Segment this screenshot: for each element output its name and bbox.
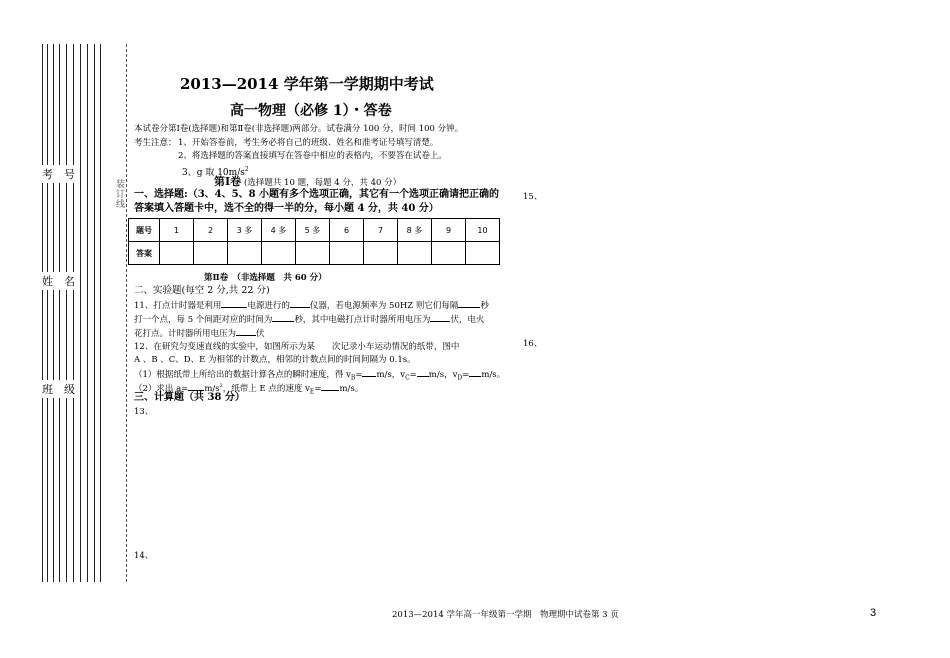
q11-text: 仪器，若电源频率为 50HZ 则它们每隔 [309, 301, 459, 311]
q11-blank[interactable] [458, 298, 480, 308]
q14-number: 14、 [134, 551, 154, 561]
q11-line1 [134, 298, 489, 312]
margin-rule [80, 44, 81, 582]
q12-text: = [462, 370, 470, 380]
answer-cell[interactable] [364, 242, 398, 265]
q12-text: m/s。 [339, 383, 364, 394]
subscript-d: D [457, 374, 463, 382]
part1-heading-text: 第Ⅰ卷 [214, 175, 242, 188]
intro-text: 本试卷分第Ⅰ卷(选择题)和第Ⅱ卷(非选择题)两部分。试卷满分 100 分，时间 100 分钟。 [134, 124, 464, 134]
q12-text: （2）求出 a= [134, 383, 189, 394]
question-number: 6 [330, 219, 364, 242]
mc-instruction-line1: 一、选择题:（3、4、5、8 小题有多个选项正确，其它有一个选项正确请把正确的 [134, 189, 500, 200]
label-name: 姓 名 [40, 272, 77, 290]
q16-number: 16、 [523, 339, 543, 349]
subscript-b: B [350, 374, 356, 382]
part1-heading [214, 176, 401, 189]
margin-rule [66, 44, 67, 582]
margin-rule [53, 44, 54, 582]
q12-line1: 12、在研究匀变速直线的实验中，如图所示为某 次记录小车运动情况的纸带，图中 [134, 342, 460, 352]
question-number: 5 多 [296, 219, 330, 242]
q11-blank[interactable] [221, 298, 247, 308]
q12-text: m/s [204, 383, 220, 394]
margin-rule [94, 44, 95, 582]
binding-line-label: 装订线 [116, 180, 126, 210]
q12-blank[interactable] [188, 381, 204, 391]
margin-rule [47, 44, 48, 582]
margin-rule [100, 44, 101, 582]
q11-line3 [134, 326, 265, 340]
page-subtitle: 高一物理（必修 1）・答卷 [230, 103, 392, 119]
q12-blank[interactable] [362, 367, 376, 377]
answer-cell[interactable] [160, 242, 194, 265]
q15-number: 15、 [523, 192, 543, 202]
label-exam-no: 考 号 [40, 165, 77, 183]
q12-text: m/s。 [481, 370, 506, 380]
subscript-c: C [405, 374, 410, 382]
answer-cell[interactable] [296, 242, 330, 265]
answer-cell[interactable] [194, 242, 228, 265]
question-number: 3 多 [228, 219, 262, 242]
answer-cell[interactable] [466, 242, 500, 265]
superscript-2: 2 [219, 383, 223, 389]
q12-blank[interactable] [321, 381, 339, 391]
mc-instruction-line2: 答案填入答题卡中，选不全的得一半的分，每小题 4 分，共 40 分） [134, 203, 439, 214]
answer-cell[interactable] [262, 242, 296, 265]
table-row-numbers [129, 219, 500, 242]
page-number: 3 [870, 607, 877, 619]
q11-text: 打一个点，每 5 个间距对应的时间为 [134, 315, 273, 325]
q13-number: 13、 [134, 407, 154, 417]
label-class: 班 级 [40, 380, 77, 398]
q12-text: m/s，v [376, 370, 406, 380]
question-number: 4 多 [262, 219, 296, 242]
margin-rule [87, 44, 88, 582]
margin-rule [73, 44, 74, 582]
binding-dashed-line [126, 44, 127, 582]
note-label: 考生注意： [134, 138, 177, 148]
note-2: 2、将选择题的答案直接填写在答卷中相应的表格内，不要答在试卷上。 [178, 151, 447, 161]
table-header-label: 题号 [129, 219, 160, 242]
q12-text: = [355, 370, 363, 380]
answer-cell[interactable] [398, 242, 432, 265]
answer-cell[interactable] [330, 242, 364, 265]
part2-heading: 第Ⅱ卷 （非选择题 共 60 分） [204, 273, 327, 283]
answer-row-label: 答案 [129, 242, 160, 265]
margin-rule [59, 44, 60, 582]
q11-blank[interactable] [236, 326, 256, 336]
question-number: 8 多 [398, 219, 432, 242]
note-1: 1、开始答卷前，考生务必将自己的班级、姓名和准考证号填写清楚。 [178, 138, 439, 148]
note-3-text: 3、g 取 10m/s [182, 168, 245, 178]
question-number: 2 [194, 219, 228, 242]
q12-text: m/s，v [428, 370, 458, 380]
question-number: 7 [364, 219, 398, 242]
margin-rule [42, 44, 43, 582]
q11-text: 伏，电火 [450, 315, 485, 325]
answer-table [128, 218, 500, 265]
q12-text: ，纸带上 E 点的速度 v [222, 383, 310, 394]
q11-text: 11、打点计时器是利用 [134, 301, 222, 311]
q11-text: 秒，其中电磁打点计时器所用电压为 [294, 315, 431, 325]
q12-blank[interactable] [417, 367, 429, 377]
q11-line2 [134, 312, 484, 326]
part1-heading-note: (选择题共 10 题，每题 4 分，共 40 分） [244, 178, 402, 188]
note-3-sup: 2 [244, 166, 249, 173]
subscript-e: E [309, 388, 315, 396]
q11-blank[interactable] [272, 312, 294, 322]
section2-title: 二、实验题(每空 2 分,共 22 分) [134, 285, 270, 296]
q12-line2: A 、B 、C、D、E 为相邻的计数点，相邻的计数点间的时间间隔为 0.1s。 [134, 355, 416, 365]
question-number: 1 [160, 219, 194, 242]
table-row-answers [129, 242, 500, 265]
q12-text: = [409, 370, 417, 380]
q11-text: 花打点。计时器所用电压为 [134, 329, 237, 339]
q12-text: = [314, 383, 322, 394]
q11-text: 电源进行的 [247, 301, 290, 311]
answer-cell[interactable] [432, 242, 466, 265]
q12-text: （1）根据纸带上所给出的数据计算各点的瞬时速度，得 v [134, 370, 351, 380]
q11-text: 秒 [480, 301, 489, 311]
page-footer: 2013—2014 学年高一年级第一学期 物理期中试卷第 3 页 [392, 610, 619, 620]
section3-title: 三、计算题（共 38 分） [134, 392, 245, 403]
q12-blank[interactable] [469, 367, 481, 377]
question-number: 9 [432, 219, 466, 242]
question-number: 10 [466, 219, 500, 242]
page-title: 2013—2014 学年第一学期期中考试 [180, 75, 434, 93]
q11-blank[interactable] [290, 298, 310, 308]
q11-blank[interactable] [430, 312, 450, 322]
answer-cell[interactable] [228, 242, 262, 265]
q11-text: 伏 [256, 329, 265, 339]
